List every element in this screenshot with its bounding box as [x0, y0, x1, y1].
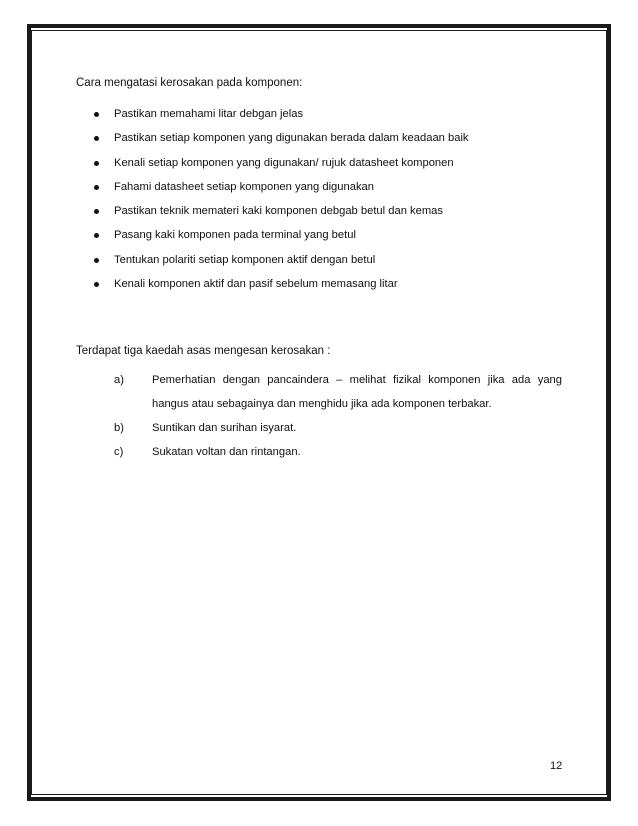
list-item — [0, 153, 638, 177]
method-marker: c) — [114, 446, 124, 458]
list-item-text: Fahami datasheet setiap komponen yang digunakan — [114, 180, 374, 193]
list-item — [0, 177, 638, 201]
section-heading-methods: Terdapat tiga kaedah asas mengesan kerosakan : — [76, 345, 331, 357]
bullet-icon — [94, 112, 99, 117]
bullet-icon — [94, 233, 99, 238]
list-item-text: Pasang kaki komponen pada terminal yang betul — [114, 229, 356, 242]
bullet-icon — [94, 161, 99, 166]
list-item-text: Tentukan polariti setiap komponen aktif dengan betul — [114, 253, 376, 266]
bullet-list — [0, 104, 638, 298]
method-marker: a) — [114, 374, 124, 386]
list-item — [0, 225, 638, 249]
section-heading: Cara mengatasi kerosakan pada komponen: — [76, 77, 303, 89]
list-item — [0, 274, 638, 298]
method-text: Suntikan dan surihan isyarat. — [152, 422, 297, 434]
list-item — [0, 104, 638, 128]
method-marker: b) — [114, 422, 124, 434]
bullet-icon — [94, 136, 99, 141]
list-item — [0, 128, 638, 152]
bullet-icon — [94, 209, 99, 214]
method-text: Pemerhatian dengan pancaindera – melihat fizikal komponen jika ada yang hangus atau sebagainya dan menghidu jika ada komponen terbakar. — [152, 374, 562, 410]
method-item — [0, 445, 638, 469]
list-item — [0, 201, 638, 225]
list-item-text: Kenali setiap komponen yang digunakan/ rujuk datasheet komponen — [114, 156, 454, 169]
bullet-icon — [94, 258, 99, 263]
page-number: 12 — [550, 760, 563, 772]
method-list — [0, 373, 638, 469]
method-text: Sukatan voltan dan rintangan. — [152, 446, 301, 458]
list-item-text: Pastikan teknik memateri kaki komponen debgab betul dan kemas — [114, 205, 443, 218]
list-item-text: Kenali komponen aktif dan pasif sebelum memasang litar — [114, 278, 398, 291]
list-item-text: Pastikan memahami litar debgan jelas — [114, 108, 304, 120]
bullet-icon — [94, 282, 99, 287]
list-item — [0, 250, 638, 274]
bullet-icon — [94, 185, 99, 190]
list-item-text: Pastikan setiap komponen yang digunakan berada dalam keadaan baik — [114, 132, 469, 145]
method-item — [0, 373, 638, 421]
